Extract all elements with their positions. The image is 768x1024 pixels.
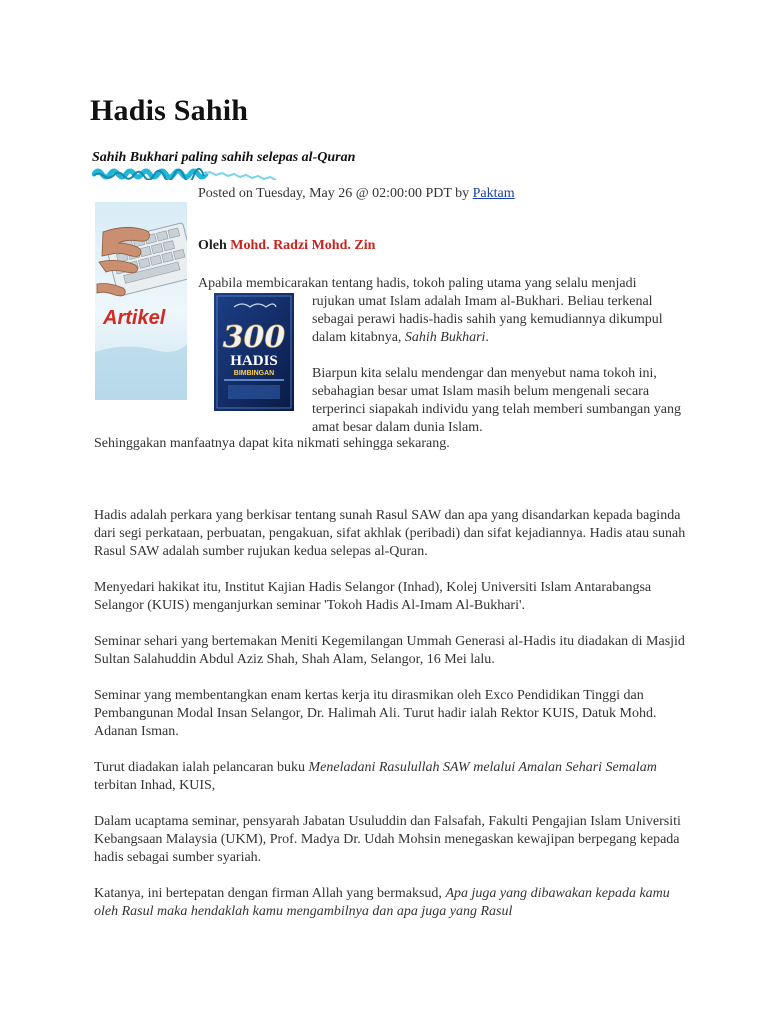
svg-text:BIMBINGAN: BIMBINGAN bbox=[233, 370, 275, 377]
body-paragraph-3: Seminar sehari yang bertemakan Meniti Kegemilangan Ummah Generasi al-Hadis itu diadakan di Masjid Sultan Salahuddin Abdul Aziz Shah, Shah Alam, Selangor, 16 Mei lalu. bbox=[94, 634, 685, 667]
byline bbox=[198, 238, 375, 254]
decorative-squiggle bbox=[92, 168, 282, 180]
intro-wrap-line: Sehinggakan manfaatnya dapat kita nikmati sehingga sekarang. bbox=[94, 436, 450, 451]
svg-text:300: 300 bbox=[222, 320, 286, 355]
body-paragraph-2: Menyedari hakikat itu, Institut Kajian Hadis Selangor (Inhad), Kolej Universiti Islam Antarabangsa Selangor (KUIS) menganjurkan seminar 'Tokoh Hadis Al-Imam Al-Bukhari'. bbox=[94, 580, 652, 613]
body-paragraph-4: Seminar yang membentangkan enam kertas kerja itu dirasmikan oleh Exco Pendidikan Tinggi dan Pembangunan Modal Insan Selangor, Dr. Halimah Ali. Turut hadir ialah Rektor KUIS, Datuk Mohd. Adanan Isman. bbox=[94, 688, 657, 739]
article-body bbox=[94, 507, 694, 939]
body-paragraph-7: Katanya, ini bertepatan dengan firman Allah yang bermaksud, Apa juga yang dibawakan kepada kamu oleh Rasul maka hendaklah kamu mengambilnya dan apa juga yang Rasul bbox=[94, 886, 670, 919]
body-paragraph-6: Dalam ucaptama seminar, pensyarah Jabatan Usuluddin dan Falsafah, Fakulti Pengajian Islam Universiti Kebangsaan Malaysia (UKM), Prof. Madya Dr. Udah Mohsin menegaskan kewajipan berpegang kepada hadis sebagai sumber syariah. bbox=[94, 814, 681, 865]
intro-line: Apabila membicarakan tentang hadis, tokoh paling utama yang selalu menjadi bbox=[198, 276, 637, 291]
byline-prefix: Oleh bbox=[198, 238, 231, 253]
svg-text:Artikel: Artikel bbox=[103, 307, 166, 329]
posted-prefix: Posted on Tuesday, May 26 @ 02:00:00 PDT by bbox=[198, 186, 473, 201]
byline-author: Mohd. Radzi Mohd. Zin bbox=[230, 238, 376, 253]
intro-paragraph-1: rujukan umat Islam adalah Imam al-Bukhari. Beliau terkenal sebagai perawi hadis-hadis sahih yang kemudiannya dikumpul dalam kitabnya, Sahih Bukhari. bbox=[312, 294, 663, 345]
intro-wrapped-text bbox=[312, 293, 692, 437]
article-subtitle: Sahih Bukhari paling sahih selepas al-Quran bbox=[92, 150, 356, 165]
artikel-banner-image bbox=[95, 202, 187, 400]
intro-paragraph-2: Biarpun kita selalu mendengar dan menyebut nama tokoh ini, sebahagian besar umat Islam masih belum mengenali secara terperinci siapakah individu yang telah memberi sumbangan yang amat besar dalam dunia Islam. bbox=[312, 366, 681, 435]
svg-text:HADIS: HADIS bbox=[230, 353, 278, 369]
page-title: Hadis Sahih bbox=[90, 94, 249, 127]
posted-info bbox=[198, 186, 515, 202]
author-link[interactable]: Paktam bbox=[472, 186, 515, 201]
book-cover-image bbox=[214, 293, 294, 411]
body-paragraph-5: Turut diadakan ialah pelancaran buku Meneladani Rasulullah SAW melalui Amalan Sehari Semalam terbitan Inhad, KUIS, bbox=[94, 760, 657, 793]
body-paragraph-1: Hadis adalah perkara yang berkisar tentang sunah Rasul SAW dan apa yang disandarkan kepada baginda dari segi perkataan, perbuatan, pengakuan, sifat akhlak (peribadi) dan sifat kejadiannya. Hadis atau sunah Rasul SAW adalah sumber rujukan kedua selepas al-Quran. bbox=[94, 508, 686, 559]
